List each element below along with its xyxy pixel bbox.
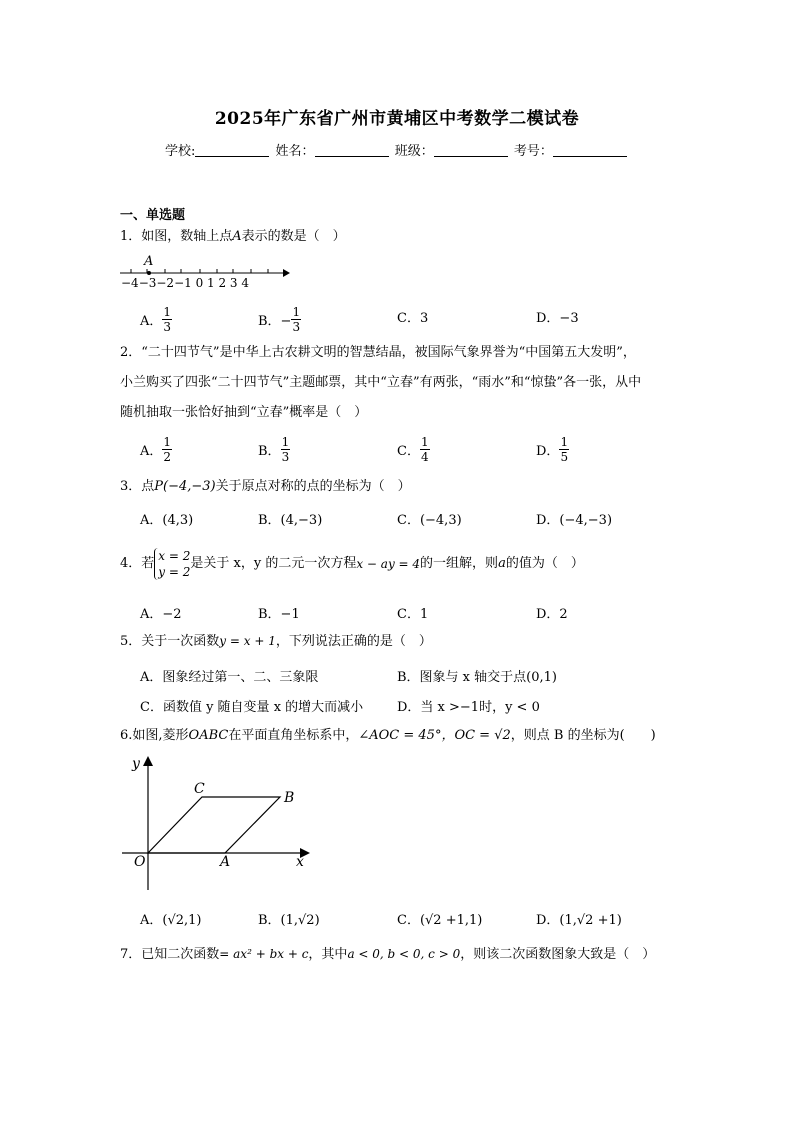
exam-no-blank[interactable] (553, 143, 627, 157)
school-blank[interactable] (195, 143, 269, 157)
label-b: B (284, 790, 295, 806)
q1-option-a[interactable]: A． $\frac{1}{3}$ (140, 305, 172, 334)
q5-option-d[interactable]: D．当 x >−1时，y < 0 (397, 700, 540, 715)
q5-option-b[interactable]: B．图象与 x 轴交于点(0,1) (397, 670, 557, 685)
name-label: 姓名： (275, 144, 315, 159)
q2-option-c[interactable]: C． $\frac{1}{4}$ (397, 435, 429, 464)
q2-line3: 随机抽取一张恰好抽到“立春”概率是（ ） (120, 405, 368, 420)
q3-option-a[interactable]: A．(4,3) (140, 513, 194, 528)
q4-system: x = 2 y = 2 (154, 548, 190, 580)
name-blank[interactable] (315, 143, 389, 157)
q2-option-d[interactable]: D． $\frac{1}{5}$ (536, 435, 569, 464)
class-blank[interactable] (434, 143, 508, 157)
q2-line2: 小兰购买了四张“二十四节气”主题邮票，其中“立春”有两张，“雨水”和“惊蛰”各一张，从中 (120, 375, 642, 390)
school-label: 学校: (165, 144, 196, 159)
q3-option-d[interactable]: D．(−4,−3) (536, 513, 613, 528)
question-6: 6.如图,菱形OABC在平面直角坐标系中，∠AOC = 45°，OC = √2，则点 B 的坐标为( ) (120, 728, 656, 743)
label-c: C (194, 781, 205, 797)
q3-point: P(−4,−3) (154, 479, 216, 494)
q4-option-d[interactable]: D．2 (536, 607, 568, 622)
label-a: A (220, 854, 231, 870)
q4-option-c[interactable]: C．1 (397, 607, 429, 622)
label-y: y (132, 756, 140, 772)
student-info-line (165, 140, 629, 159)
number-line-figure (118, 250, 293, 290)
exam-no-label: 考号： (513, 144, 553, 159)
q1-option-b[interactable]: B．− $\frac{1}{3}$ (258, 305, 301, 334)
q2-option-a[interactable]: A． $\frac{1}{2}$ (140, 435, 172, 464)
label-o: O (134, 854, 146, 870)
q3-option-b[interactable]: B．(4,−3) (258, 513, 323, 528)
question-3: 3．点P(−4,−3)关于原点对称的点的坐标为（ ） (120, 479, 411, 494)
q1-var: A (232, 229, 242, 244)
q6-option-c[interactable]: C．(√2 +1,1) (397, 913, 483, 928)
question-4: 4．若 x = 2 y = 2 是关于 x，y 的二元一次方程x − ay = 4的一组解，则a的值为（ ） (120, 549, 584, 579)
q3-option-c[interactable]: C．(−4,3) (397, 513, 462, 528)
point-a-dot (147, 271, 151, 275)
section-heading: 一、单选题 (120, 208, 186, 223)
point-a-label: A (144, 254, 154, 269)
q6-option-d[interactable]: D．(1,√2 +1) (536, 913, 622, 928)
question-7: 7．已知二次函数= ax² + bx + c，其中a < 0, b < 0, c > 0，则该二次函数图象大致是（ ） (120, 947, 656, 962)
q1-option-c[interactable]: C．3 (397, 311, 429, 326)
exam-title: 2025年广东省广州市黄埔区中考数学二模试卷 (214, 109, 580, 129)
q1-stem-end: 表示的数是（ ） (241, 229, 346, 244)
q4-option-b[interactable]: B．−1 (258, 607, 300, 622)
q5-option-a[interactable]: A．图象经过第一、二、三象限 (140, 670, 319, 685)
q4-option-a[interactable]: A．−2 (140, 607, 182, 622)
label-x: x (296, 854, 304, 870)
q1-stem: 1．如图，数轴上点 (120, 229, 233, 244)
class-label: 班级： (394, 144, 434, 159)
q5-option-c[interactable]: C．函数值 y 随自变量 x 的增大而减小 (140, 700, 364, 715)
rhombus-oabc (148, 797, 280, 853)
q6-option-a[interactable]: A．(√2,1) (140, 913, 202, 928)
q6-option-b[interactable]: B．(1,√2) (258, 913, 320, 928)
q1-option-d[interactable]: D．−3 (536, 311, 579, 326)
rhombus-figure (120, 752, 320, 892)
tick-labels: −4−3−2−1 0 1 2 3 4 (121, 276, 250, 290)
question-1 (120, 229, 346, 245)
q2-option-b[interactable]: B． $\frac{1}{3}$ (258, 435, 290, 464)
question-5: 5．关于一次函数y = x + 1，下列说法正确的是（ ） (120, 634, 432, 649)
q2-line1: 2．“二十四节气”是中华上古农耕文明的智慧结晶，被国际气象界誉为“中国第五大发明”， (120, 345, 636, 360)
